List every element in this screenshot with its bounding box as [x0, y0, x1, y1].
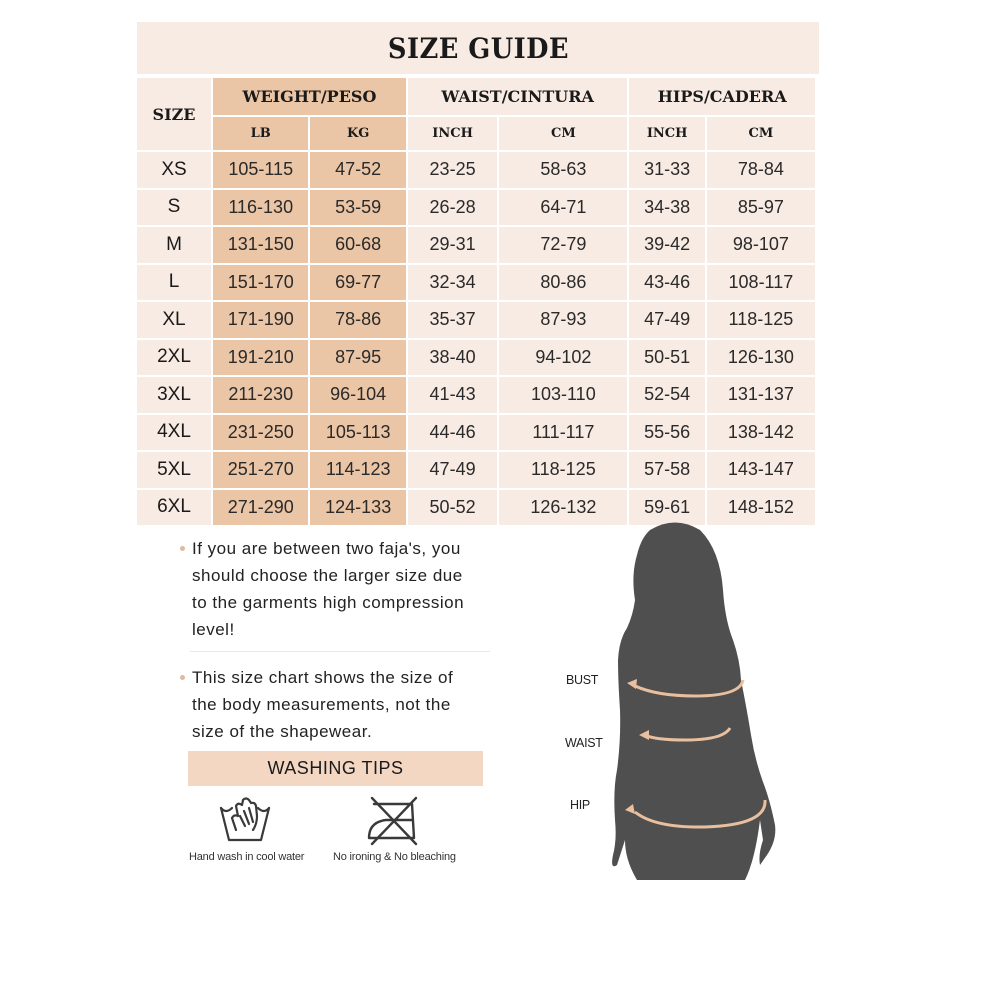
note-body-measurements: [178, 664, 508, 745]
cell-kg: 78-86: [310, 302, 405, 338]
cell-kg: 105-113: [310, 415, 405, 451]
cell-waist-cm: 64-71: [499, 190, 627, 226]
hip-label: HIP: [570, 798, 590, 812]
cell-kg: 69-77: [310, 265, 405, 301]
cell-kg: 124-133: [310, 490, 405, 526]
cell-hips-in: 31-33: [629, 152, 704, 188]
size-label: S: [137, 190, 211, 226]
cell-lb: 211-230: [213, 377, 308, 413]
cell-lb: 231-250: [213, 415, 308, 451]
note-larger-size: [178, 535, 508, 643]
table-row: [137, 340, 815, 376]
unit-waist-cm: CM: [499, 117, 627, 150]
bullet-icon: [180, 675, 185, 680]
unit-hips-inch: INCH: [629, 117, 704, 150]
cell-lb: 105-115: [213, 152, 308, 188]
bullet-icon: [180, 546, 185, 551]
cell-waist-in: 47-49: [408, 452, 497, 488]
note-line: If you are between two faja's, you: [192, 539, 461, 558]
cell-waist-cm: 111-117: [499, 415, 627, 451]
note-line: should choose the larger size due: [192, 566, 463, 585]
note-line: level!: [192, 620, 235, 639]
cell-waist-in: 44-46: [408, 415, 497, 451]
size-label: M: [137, 227, 211, 263]
cell-lb: 151-170: [213, 265, 308, 301]
no-iron-label: No ironing & No bleaching: [333, 851, 456, 863]
size-label: XS: [137, 152, 211, 188]
note-line: size of the shapewear.: [192, 722, 373, 741]
note-line: the body measurements, not the: [192, 695, 451, 714]
cell-kg: 47-52: [310, 152, 405, 188]
cell-hips-cm: 126-130: [707, 340, 815, 376]
cell-lb: 116-130: [213, 190, 308, 226]
table-row: [137, 452, 815, 488]
cell-waist-cm: 80-86: [499, 265, 627, 301]
table-row: [137, 377, 815, 413]
cell-waist-in: 50-52: [408, 490, 497, 526]
note-line: This size chart shows the size of: [192, 668, 454, 687]
size-label: 5XL: [137, 452, 211, 488]
waist-group-header: WAIST/CINTURA: [408, 78, 628, 115]
cell-hips-cm: 143-147: [707, 452, 815, 488]
table-row: [137, 152, 815, 188]
waist-label: WAIST: [565, 736, 603, 750]
hips-group-header: HIPS/CADERA: [629, 78, 815, 115]
cell-hips-in: 55-56: [629, 415, 704, 451]
body-silhouette-icon: [555, 520, 795, 880]
size-label: XL: [137, 302, 211, 338]
cell-waist-in: 38-40: [408, 340, 497, 376]
size-label: L: [137, 265, 211, 301]
table-row: [137, 265, 815, 301]
cell-waist-cm: 103-110: [499, 377, 627, 413]
cell-hips-in: 50-51: [629, 340, 704, 376]
cell-waist-cm: 58-63: [499, 152, 627, 188]
cell-lb: 271-290: [213, 490, 308, 526]
cell-waist-in: 23-25: [408, 152, 497, 188]
cell-waist-in: 32-34: [408, 265, 497, 301]
cell-waist-in: 29-31: [408, 227, 497, 263]
cell-waist-in: 35-37: [408, 302, 497, 338]
size-label: 6XL: [137, 490, 211, 526]
cell-waist-cm: 87-93: [499, 302, 627, 338]
cell-kg: 60-68: [310, 227, 405, 263]
table-row: [137, 190, 815, 226]
table-row: [137, 415, 815, 451]
cell-kg: 114-123: [310, 452, 405, 488]
notes: [178, 535, 508, 745]
page-title: SIZE GUIDE: [387, 31, 569, 65]
cell-hips-in: 34-38: [629, 190, 704, 226]
cell-waist-cm: 72-79: [499, 227, 627, 263]
table-unit-header: [137, 117, 815, 150]
cell-lb: 251-270: [213, 452, 308, 488]
cell-waist-cm: 94-102: [499, 340, 627, 376]
cell-hips-in: 59-61: [629, 490, 704, 526]
cell-hips-cm: 108-117: [707, 265, 815, 301]
cell-waist-in: 26-28: [408, 190, 497, 226]
table-row: [137, 227, 815, 263]
cell-hips-in: 57-58: [629, 452, 704, 488]
weight-group-header: WEIGHT/PESO: [213, 78, 406, 115]
table-row: [137, 302, 815, 338]
cell-hips-cm: 131-137: [707, 377, 815, 413]
title-bar: [137, 22, 819, 74]
unit-hips-cm: CM: [707, 117, 815, 150]
size-column-header: SIZE: [137, 78, 211, 150]
table-group-header: [137, 78, 815, 115]
cell-waist-in: 41-43: [408, 377, 497, 413]
cell-hips-in: 43-46: [629, 265, 704, 301]
cell-lb: 191-210: [213, 340, 308, 376]
cell-hips-cm: 138-142: [707, 415, 815, 451]
cell-kg: 96-104: [310, 377, 405, 413]
cell-waist-cm: 126-132: [499, 490, 627, 526]
cell-hips-cm: 148-152: [707, 490, 815, 526]
cell-hips-cm: 98-107: [707, 227, 815, 263]
cell-hips-cm: 118-125: [707, 302, 815, 338]
no-iron-icon: [366, 796, 422, 846]
cell-hips-cm: 85-97: [707, 190, 815, 226]
cell-lb: 131-150: [213, 227, 308, 263]
cell-hips-in: 52-54: [629, 377, 704, 413]
cell-hips-in: 47-49: [629, 302, 704, 338]
size-label: 3XL: [137, 377, 211, 413]
cell-waist-cm: 118-125: [499, 452, 627, 488]
size-label: 4XL: [137, 415, 211, 451]
cell-hips-cm: 78-84: [707, 152, 815, 188]
unit-waist-inch: INCH: [408, 117, 497, 150]
cell-kg: 87-95: [310, 340, 405, 376]
cell-lb: 171-190: [213, 302, 308, 338]
unit-kg: KG: [310, 117, 405, 150]
note-line: to the garments high compression: [192, 593, 465, 612]
hand-wash-icon: [218, 794, 272, 842]
unit-lb: LB: [213, 117, 308, 150]
bust-label: BUST: [566, 673, 599, 687]
size-label: 2XL: [137, 340, 211, 376]
divider: [190, 651, 490, 652]
washing-tips-header: WASHING TIPS: [188, 751, 483, 786]
size-table: [135, 76, 817, 527]
hand-wash-label: Hand wash in cool water: [189, 851, 305, 863]
cell-kg: 53-59: [310, 190, 405, 226]
cell-hips-in: 39-42: [629, 227, 704, 263]
